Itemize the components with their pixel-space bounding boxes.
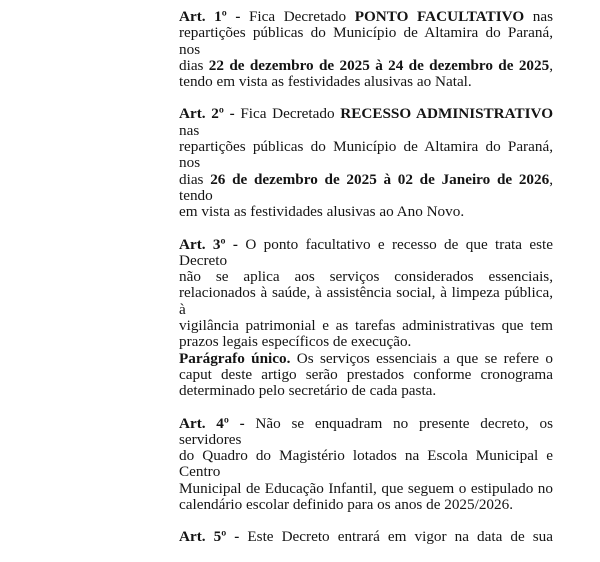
article-4-line-1 <box>179 416 553 449</box>
article-3-line-6 <box>179 351 553 367</box>
text-run: em vista as festividades alusivas ao Ano Novo. <box>179 203 465 221</box>
decree-document <box>179 9 553 562</box>
article-1-line-3 <box>179 58 553 74</box>
text-run: , <box>549 56 553 74</box>
article-number: Art. 5º - <box>179 528 248 546</box>
bold-date-range: 22 de dezembro de 2025 à 24 de dezembro de 2025 <box>208 56 550 74</box>
text-run: calendário escolar definido para os anos de 2025/2026. <box>179 496 514 514</box>
text-run: do Quadro do Magistério lotados na Escola Municipal e Centro <box>179 447 553 481</box>
text-run: não se aplica aos serviços considerados essenciais, <box>179 268 553 286</box>
article-2-line-1 <box>179 106 553 139</box>
article-3-line-2 <box>179 269 553 285</box>
article-number: Art. 4º - <box>179 414 256 432</box>
article-4-line-3 <box>179 481 553 497</box>
article-3-line-8 <box>179 383 553 399</box>
paragraph-label: Parágrafo único. <box>179 349 291 367</box>
article-1-line-1 <box>179 9 553 25</box>
article-3 <box>179 237 553 400</box>
article-1 <box>179 9 553 90</box>
text-run: prazos legais específicos de execução. <box>179 333 412 351</box>
article-2-line-2 <box>179 139 553 172</box>
article-4 <box>179 416 553 514</box>
article-3-line-3 <box>179 285 553 318</box>
text-run: Municipal de Educação Infantil, que seguem o estipulado no <box>179 479 553 497</box>
text-run: relacionados à saúde, à assistência social, à limpeza pública, à <box>179 284 553 318</box>
text-run: , tendo <box>179 170 554 204</box>
text-run: Não se enquadram no presente decreto, os servidores <box>179 414 553 448</box>
text-run: determinado pelo secretário de cada pasta. <box>179 382 437 400</box>
article-5-line-1 <box>179 529 553 545</box>
article-2-line-3 <box>179 172 553 205</box>
article-1-line-2 <box>179 25 553 58</box>
text-run: dias <box>179 56 209 74</box>
article-3-line-1 <box>179 237 553 270</box>
article-number: Art. 2º - <box>179 105 241 123</box>
text-run: O ponto facultativo e recesso de que trata este Decreto <box>179 235 553 269</box>
article-4-line-2 <box>179 448 553 481</box>
article-2-line-4 <box>179 204 553 220</box>
text-run: Este Decreto entrará em vigor na data de sua <box>247 528 553 546</box>
text-run: repartições públicas do Município de Altamira do Paraná, nos <box>179 138 553 172</box>
text-run: Fica Decretado <box>248 8 355 25</box>
text-run: nas <box>179 121 200 139</box>
text-run: repartições públicas do Município de Altamira do Paraná, nos <box>179 24 553 58</box>
bold-term: RECESSO ADMINISTRATIVO <box>340 105 554 123</box>
text-run: vigilância patrimonial e as tarefas administrativas que tem <box>179 317 553 335</box>
text-run: Fica Decretado <box>240 105 341 123</box>
article-3-line-4 <box>179 318 553 334</box>
article-3-line-5 <box>179 334 553 350</box>
article-4-line-4 <box>179 497 553 513</box>
article-1-line-4 <box>179 74 553 90</box>
bold-term: PONTO FACULTATIVO <box>354 8 525 25</box>
text-run: caput deste artigo serão prestados conforme cronograma <box>179 365 553 383</box>
article-5 <box>179 529 553 545</box>
bold-date-range: 26 de dezembro de 2025 à 02 de Janeiro de 2026 <box>210 170 550 188</box>
article-2 <box>179 106 553 220</box>
article-number: Art. 3º - <box>179 235 246 253</box>
article-3-line-7 <box>179 367 553 383</box>
text-run: dias <box>179 170 211 188</box>
article-number: Art. 1º - <box>179 8 249 25</box>
text-run: tendo em vista as festividades alusivas ao Natal. <box>179 73 472 91</box>
text-run: nas <box>524 8 554 25</box>
text-run: Os serviços essenciais a que se refere o <box>290 349 554 367</box>
